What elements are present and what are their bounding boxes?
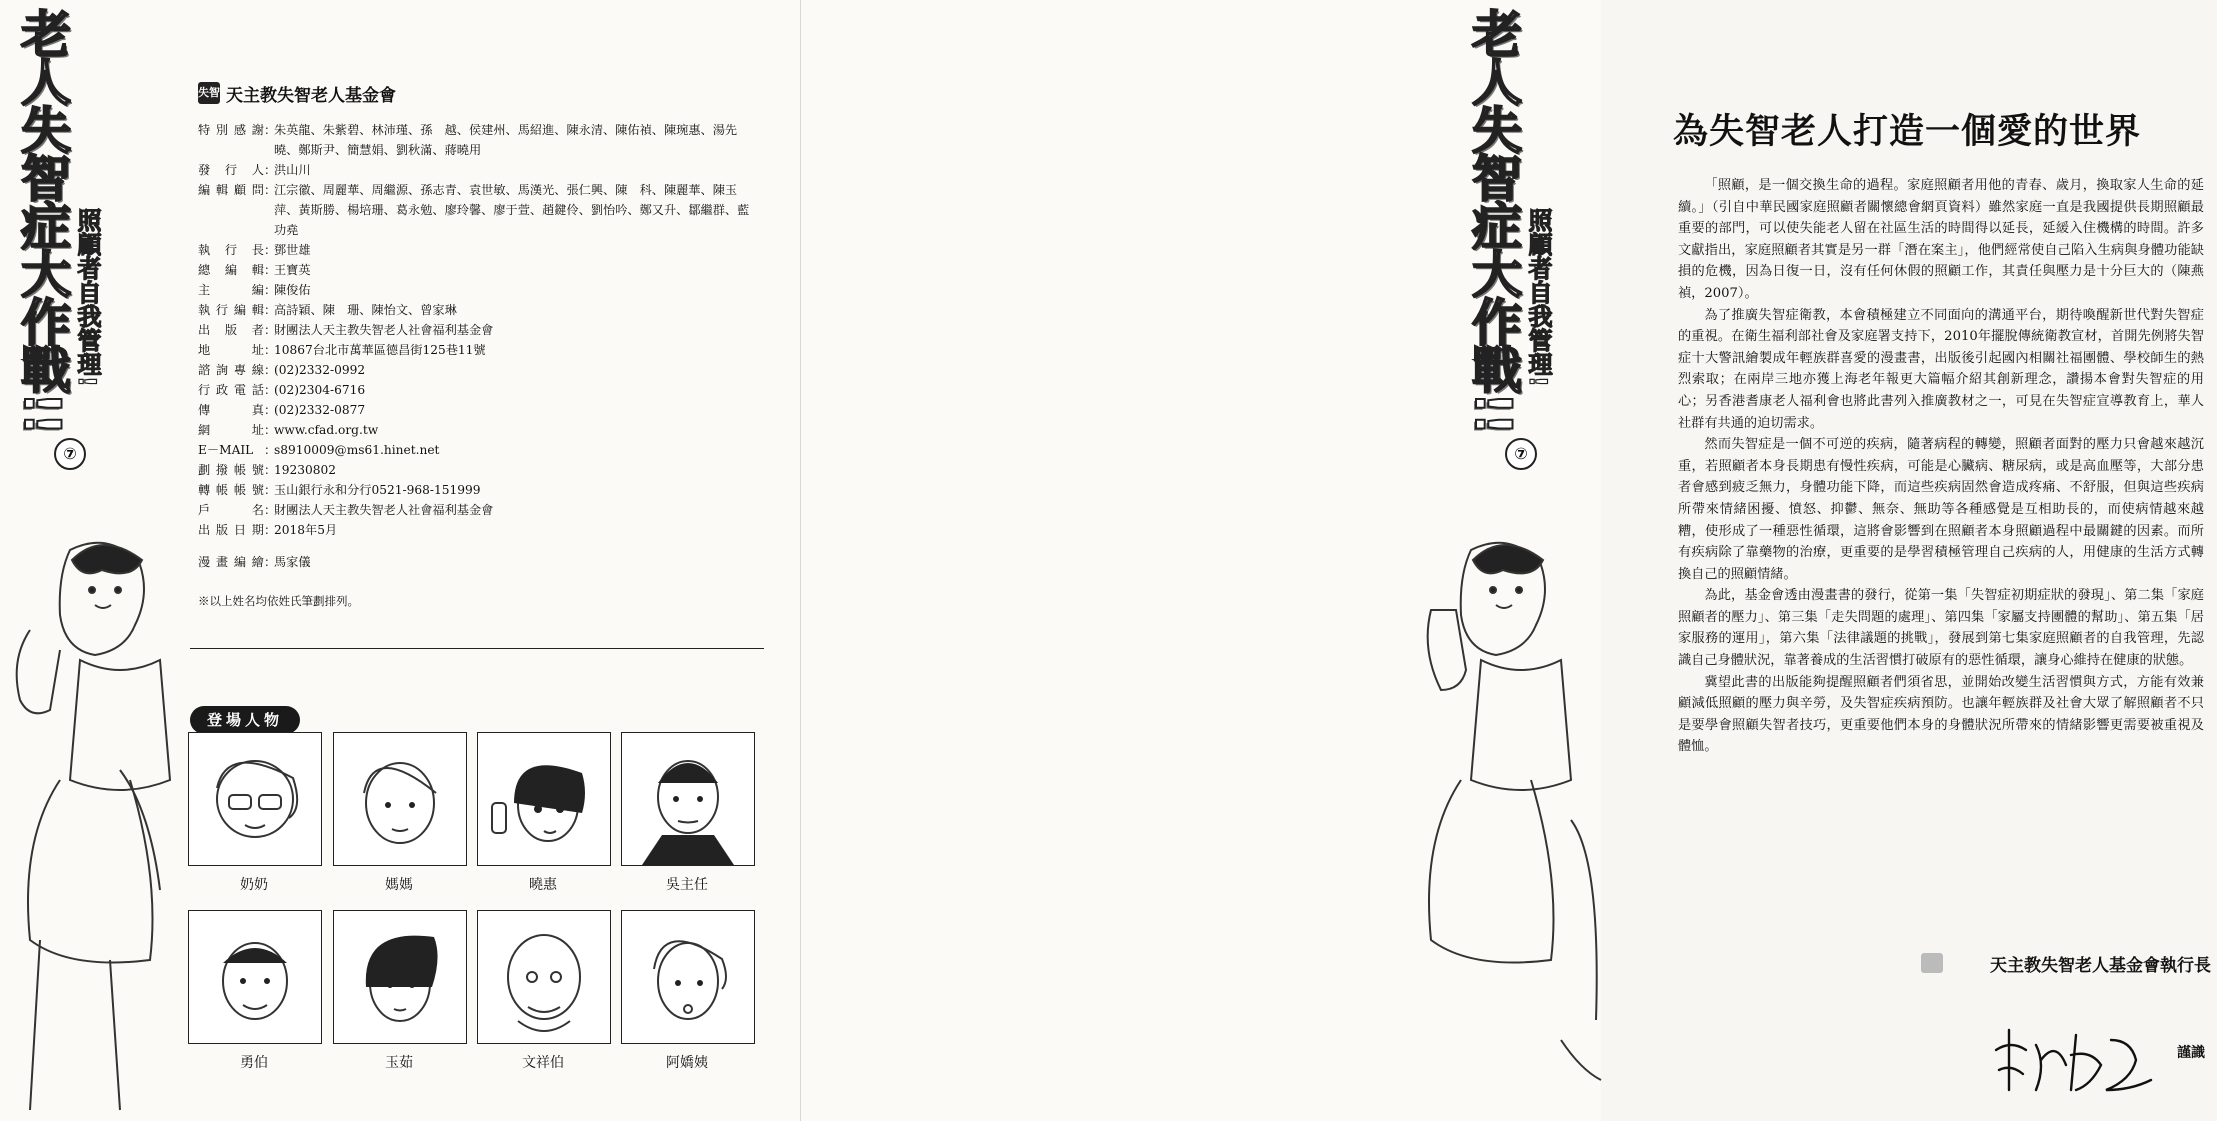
credit-row: 傳 真 ： (02)2332-0877: [198, 400, 758, 420]
character-name: 奶奶: [240, 877, 268, 893]
credit-row: 編輯顧問 ： 江宗徽、周麗華、周繼源、孫志青、袁世敏、馬漢光、張仁興、陳 科、陳麗華、陳玉萍、黃斯勝、楊培珊、葛永勉、廖玲馨、廖于萱、趙鍵伶、劉怡吟、鄭又升、鄒繼群、藍功堯: [198, 180, 758, 240]
credit-value: 鄧世雄: [274, 243, 311, 257]
character-portrait: [621, 910, 755, 1044]
character-portrait: [333, 910, 467, 1044]
credit-row: 出版者 ： 財團法人天主教失智老人社會福利基金會: [198, 320, 758, 340]
credit-value: (02)2332-0992: [274, 363, 366, 377]
credit-row: 總編輯 ： 王寶英: [198, 260, 758, 280]
credit-value: 2018年5月: [274, 523, 338, 537]
cover-girl-illustration-right: [1421, 520, 1601, 1120]
comic-editor-row: 漫畫編繪 ： 馬家儀: [198, 552, 498, 572]
credit-value: 江宗徽、周麗華、周繼源、孫志青、袁世敏、馬漢光、張仁興、陳 科、陳麗華、陳玉萍、黃斯勝、楊培珊、葛永勉、廖玲馨、廖于萱、趙鍵伶、劉怡吟、鄭又升、鄒繼群、藍功堯: [274, 183, 750, 237]
credit-value: 財團法人天主教失智老人社會福利基金會: [274, 503, 494, 517]
credit-value: 朱英龍、朱紫碧、林沛瑾、孫 越、侯建州、馬紹進、陳永清、陳佑禎、陳琬惠、湯先曉、鄭斯尹、簡慧娟、劉秋滿、蔣曉用: [274, 123, 738, 157]
credits-list: [198, 120, 758, 540]
portrait-drawing: [189, 911, 321, 1043]
character-portrait: [333, 732, 467, 866]
character-portrait: [188, 732, 322, 866]
character-name: 勇伯: [240, 1055, 268, 1071]
handwritten-signature: [1991, 1020, 2161, 1100]
credit-row: 轉帳帳號 ： 玉山銀行永和分行0521-968-151999: [198, 480, 758, 500]
character-portrait: [477, 732, 611, 866]
credit-row: 網 址 ： www.cfad.org.tw: [198, 420, 758, 440]
comic-editor-value: 馬家儀: [274, 555, 311, 569]
right-spine: [1461, 8, 1553, 508]
foundation-header: [198, 80, 618, 106]
signatory: 天主教失智老人基金會執行長: [1990, 956, 2211, 976]
credit-value: 19230802: [274, 463, 337, 477]
credit-label: 出版日期: [198, 523, 264, 537]
credit-row: 特別感謝 ： 朱英龍、朱紫碧、林沛瑾、孫 越、侯建州、馬紹進、陳永清、陳佑禎、陳琬惠、湯先曉、鄭斯尹、簡慧娟、劉秋滿、蔣曉用: [198, 120, 758, 160]
credit-label: 行政電話: [198, 383, 264, 397]
credit-label: 地 址: [198, 343, 264, 357]
credit-label: 特別感謝: [198, 123, 264, 137]
cover-girl-illustration: [0, 520, 170, 1120]
credit-value: 陳俊佑: [274, 283, 311, 297]
portrait-drawing: [478, 911, 610, 1043]
credit-row: 劃撥帳號 ： 19230802: [198, 460, 758, 480]
spine-subtitle: 照顧者自我管理!: [73, 208, 101, 387]
sort-note: ※以上姓名均依姓氏筆劃排列。: [198, 594, 359, 608]
credit-value: 洪山川: [274, 163, 311, 177]
credit-row: 行政電話 ： (02)2304-6716: [198, 380, 758, 400]
credit-value: www.cfad.org.tw: [274, 423, 379, 437]
credit-row: 執行長 ： 鄧世雄: [198, 240, 758, 260]
credit-row: E－MAIL ： s8910009@ms61.hinet.net: [198, 440, 758, 460]
credit-label: 執行編輯: [198, 303, 264, 317]
credit-label: 編輯顧問: [198, 183, 264, 197]
preface-paragraph: 為此，基金會透由漫畫書的發行，從第一集「失智症初期症狀的發現」、第二集「家庭照顧者的壓力」、第三集「走失問題的處理」、第四集「家屬支持團體的幫助」、第五集「居家服務的運用」，第六集「法律議題的挑戰」，發展到第七集家庭照顧者的自我管理，先認識自己身體狀況，靠著養成的生活習慣打破原有的惡性循環，讓身心維持在健康的狀態。: [1678, 588, 2204, 669]
character-portrait: [477, 910, 611, 1044]
credit-value: 玉山銀行永和分行0521-968-151999: [274, 483, 481, 497]
credit-value: (02)2304-6716: [274, 383, 366, 397]
character-name: 媽媽: [385, 877, 413, 893]
credit-label: 發行人: [198, 163, 264, 177]
character-portrait: [188, 910, 322, 1044]
portrait-drawing: [189, 733, 321, 865]
portrait-drawing: [334, 911, 466, 1043]
credit-label: 總編輯: [198, 263, 264, 277]
portrait-drawing: [622, 911, 754, 1043]
preface-paragraph: 為了推廣失智症衛教，本會積極建立不同面向的溝通平台，期待喚醒新世代對失智症的重視。在衛生福利部社會及家庭署支持下，2010年擺脫傳統衛教宣材，首開先例將失智症十大警訊繪製成年輕族群喜愛的漫畫書，出版後引起國內相關社福團體、學校師生的熱烈索取；在兩岸三地亦獲上海老年報更大篇幅介紹其創新理念，讚揚本會對失智症的用心；另香港耆康老人福利會也將此書列入推廣教材之一，可見在失智症宣導教育上，華人社群有共通的迫切需求。: [1678, 307, 2204, 431]
credit-label: 網 址: [198, 423, 264, 437]
divider: [190, 648, 764, 649]
comic-editor-label: 漫畫編繪: [198, 555, 264, 569]
credit-value: 財團法人天主教失智老人社會福利基金會: [274, 323, 494, 337]
credit-label: 執行長: [198, 243, 264, 257]
foundation-name: 天主教失智老人基金會: [226, 85, 396, 106]
character-name: 玉茹: [385, 1055, 413, 1071]
spine-subtitle-right: 照顧者自我管理!: [1524, 208, 1552, 387]
credit-label: 出版者: [198, 323, 264, 337]
credit-label: 轉帳帳號: [198, 483, 264, 497]
spine-title-right: 老人失智症大作戰!!: [1464, 8, 1522, 434]
foundation-logo-icon: 失智: [198, 82, 220, 104]
credit-value: 高詩穎、陳 珊、陳怡文、曾家琳: [274, 303, 457, 317]
spine-title: 老人失智症大作戰!!: [13, 8, 71, 434]
credit-label: 劃撥帳號: [198, 463, 264, 477]
credit-label: 主 編: [198, 283, 264, 297]
spine-volume: ⑦: [54, 438, 86, 470]
preface-paragraph: 冀望此書的出版能夠提醒照顧者們須省思，並開始改變生活習慣與方式，方能有效兼顧減低照顧的壓力與辛勞，及失智症疾病預防。也讓年輕族群及社會大眾了解照顧者不只是要學會照顧失智者技巧，更重要他們本身的身體狀況所帶來的情緒影響更需要被重視及體恤。: [1678, 674, 2204, 755]
closing-respect: 謹識: [2177, 1045, 2205, 1061]
left-page: [0, 0, 800, 1121]
credit-label: 傳 真: [198, 403, 264, 417]
credit-value: 王寶英: [274, 263, 311, 277]
character-name: 吳主任: [666, 877, 708, 893]
portrait-drawing: [622, 733, 754, 865]
preface-body: [1678, 175, 2204, 758]
credit-label: 諮詢專線: [198, 363, 264, 377]
preface-paragraph: 「照顧，是一個交換生命的過程。家庭照顧者用他的青春、歲月，換取家人生命的延續。」（引自中華民國家庭照顧者關懷總會網頁資料）雖然家庭一直是我國提供長期照顧最重要的部門，可以使失能老人留在社區生活的時間得以延長，延緩入住機構的時間。許多文獻指出，家庭照顧者其實是另一群「潛在案主」，他們經常使自己陷入生病與身體功能缺損的危機，因為日復一日，沒有任何休假的照顧工作，其責任與壓力是十分巨大的（陳燕禎，2007）。: [1678, 178, 2204, 301]
character-portrait: [621, 732, 755, 866]
credit-value: s8910009@ms61.hinet.net: [274, 443, 440, 457]
character-name: 文祥伯: [522, 1055, 564, 1071]
portrait-drawing: [478, 733, 610, 865]
preface-paragraph: 然而失智症是一個不可逆的疾病，隨著病程的轉變，照顧者面對的壓力只會越來越沉重，若照顧者本身長期患有慢性疾病，可能是心臟病、糖尿病，或是高血壓等，大部分患者會感到疲乏無力，身體功能下降，而這些疾病固然會造成疼痛、不舒服，但與這些疾病所帶來情緒困擾、憤怒、抑鬱、無奈、無助等各種感覺是互相助長的，而使病情越來越糟，使形成了一種惡性循環，這將會影響到在照顧者本身照顧過程中最關鍵的因素。而所有疾病除了靠藥物的治療，更重要的是學習積極管理自己疾病的人，用健康的生活方式轉換自己的照顧情緒。: [1678, 437, 2204, 582]
credit-row: 諮詢專線 ： (02)2332-0992: [198, 360, 758, 380]
preface-title: 為失智老人打造一個愛的世界: [1673, 111, 2142, 152]
credit-row: 出版日期 ： 2018年5月: [198, 520, 758, 540]
portrait-drawing: [334, 733, 466, 865]
character-name: 阿嬌姨: [666, 1055, 708, 1071]
spine-volume-right: ⑦: [1505, 438, 1537, 470]
credit-row: 主 編 ： 陳俊佑: [198, 280, 758, 300]
characters-title: 登場人物: [190, 706, 300, 734]
character-name: 曉惠: [529, 877, 557, 893]
credit-value: 10867台北市萬華區德昌街125巷11號: [274, 343, 486, 357]
credit-label: 戶 名: [198, 503, 264, 517]
left-spine: [10, 8, 102, 508]
credit-row: 地 址 ： 10867台北市萬華區德昌街125巷11號: [198, 340, 758, 360]
credit-label: E－MAIL: [198, 443, 254, 457]
credit-row: 戶 名 ： 財團法人天主教失智老人社會福利基金會: [198, 500, 758, 520]
credit-row: 執行編輯 ： 高詩穎、陳 珊、陳怡文、曾家琳: [198, 300, 758, 320]
credit-row: 發行人 ： 洪山川: [198, 160, 758, 180]
credit-value: (02)2332-0877: [274, 403, 366, 417]
right-page: [800, 0, 2211, 1121]
